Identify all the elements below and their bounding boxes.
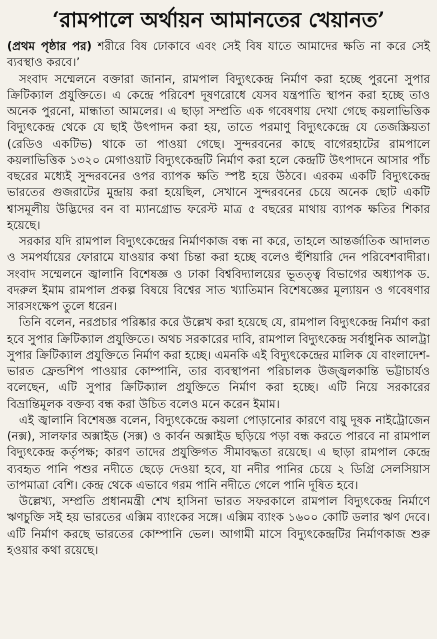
- paragraph-6: উল্লেখ্য, সম্প্রতি প্রধানমন্ত্রী শেখ হাসিনা ভারত সফরকালে রামপাল বিদ্যুৎকেন্দ্র নির্মাণে ঋণচুক্তি সই হয় ভারতের এক্সিম ব্যাংকের সঙ্গে। এক্সিম ব্যাংক ১৬০০ কোটি ডলার ঋণ দেবে। এটি নির্মাণ করছে ভারতের কোম্পানি ভেল। আগামী মাসে বিদ্যুৎকেন্দ্রটির নির্মাণকাজ শুরু হওয়ার কথা রয়েছে।: [7, 494, 430, 557]
- paragraph-3: সরকার যদি রামপাল বিদ্যুৎকেন্দ্রের নির্মাণকাজ বন্ধ না করে, তাহলে আন্তর্জাতিক আদালত ও সমপর্যায়ের ফোরামে যাওয়ার কথা চিন্তা করা হচ্ছে বলেও হুঁশিয়ারি দেন পরিবেশবাদীরা। সংবাদ সম্মেলনে জ্বালানি বিশেষজ্ঞ ও ঢাকা বিশ্ববিদ্যালয়ের ভূতত্ত্ব বিভাগের অধ্যাপক ড. বদরুল ইমাম রামপাল প্রকল্প বিষয়ে বিশ্বের সাত খ্যাতিমান বিশেষজ্ঞের মূল্যায়ন ও গবেষণার সারসংক্ষেপ তুলে ধরেন।: [7, 234, 430, 313]
- paragraph-4: তিনি বলেন, নরপ্রচার পরিষ্কার করে উল্লেখ করা হয়েছে যে, রামপাল বিদ্যুৎকেন্দ্র নির্মাণ করা হবে সুপার ক্রিটিক্যাল প্রযুক্তিতে। অথচ সরকারের দাবি, রামপাল বিদ্যুৎকেন্দ্র সর্বাধুনিক আলট্রা সুপার ক্রিটিক্যাল প্রযুক্তিতে নির্মাণ করা হচ্ছে। এমনকি এই বিদ্যুৎকেন্দ্রের মালিক যে বাংলাদেশ-ভারত ফ্রেন্ডশিপ পাওয়ার কোম্পানি, তার ব্যবস্থাপনা পরিচালক উজ্জ্বলকান্তি ভট্টাচার্যও বলেছেন, এটি সুপার ক্রিটিক্যাল প্রযুক্তিতে নির্মাণ করা হচ্ছে। এটি নিয়ে সরকারের বিভ্রান্তিমূলক বক্তব্য বন্ধ করা উচিত বলেও মনে করেন ইমাম।: [7, 315, 430, 411]
- paragraph-2: সংবাদ সম্মেলনে বক্তারা জানান, রামপাল বিদ্যুৎকেন্দ্র নির্মাণ করা হচ্ছে পুরনো সুপার ক্রিটিক্যাল প্রযুক্তিতে। এ কেন্দ্রে পরিবেশ দূষণরোধে যেসব যন্ত্রপাতি স্থাপন করা হচ্ছে তাও অনেক পুরনো, মান্ধাতা আমলের। এ ছাড়া সম্প্রতি এক গবেষণায় দেখা গেছে কয়লাভিত্তিক বিদ্যুৎকেন্দ্র থেকে যে ছাই উৎপাদন করা হয়, তাতে পরমাণু বিদ্যুৎকেন্দ্রে যে তেজস্ক্রিয়তা (রেডিও একটিভ) থাকে তা পাওয়া গেছে। সুন্দরবনের কাছে বাগেরহাটের রামপালে কয়লাভিত্তিক ১৩২০ মেগাওয়াট বিদ্যুৎকেন্দ্রটি নির্মাণ করা হলে কেন্দ্রটি উৎপাদনে আসার পাঁচ বছরের মধ্যেই সুন্দরবনের ওপর ব্যাপক ক্ষতি স্পষ্ট হয়ে উঠবে। এরকম একটি বিদ্যুৎকেন্দ্র ভারতের গুজরাটের মুন্দ্রায় করা হয়েছিল, সেখানে সুন্দরবনের চেয়ে অনেক ছোট একটি শ্বাসমূলীয় উদ্ভিদের বন বা ম্যানগ্রোভ ফরেস্ট মাত্র ৫ বছরের মাথায় ব্যাপক ক্ষতির শিকার হয়েছে।: [7, 71, 430, 232]
- paragraph-5: এই জ্বালানি বিশেষজ্ঞ বলেন, বিদ্যুৎকেন্দ্রে কয়লা পোড়ানোর কারণে বায়ু দূষক নাইট্রোজেন (নক্স), সালফার অক্সাইড (সক্স) ও কার্বন অক্সাইড ছড়িয়ে পড়া বন্ধ করতে পারবে না রামপাল বিদ্যুৎকেন্দ্র কর্তৃপক্ষ; কারণ তাদের প্রযুক্তিগত সীমাবদ্ধতা রয়েছে। এ ছাড়া রামপাল কেন্দ্রে ব্যবহৃত পানি পশুর নদীতে ছেড়ে দেওয়া হবে, যা নদীর পানির চেয়ে ২ ডিগ্রি সেলসিয়াস তাপমাত্রা বেশি। কেন্দ্র থেকে এভাবে গরম পানি নদীতে গেলে পানি দূষিত হবে।: [7, 412, 430, 492]
- headline: ‘রামপালে অর্থায়ন আমানতের খেয়ানত’: [52, 7, 385, 32]
- paragraph-1-text: শরীরে বিষ ঢোকাবে এবং সেই বিষ যাতে আমাদের ক্ষতি না করে সেই ব্যবস্থাও করবে।’: [7, 39, 430, 70]
- continued-label: (প্রথম পৃষ্ঠার পর): [7, 39, 92, 53]
- article-body: [7, 38, 430, 558]
- paragraph-1: [7, 38, 430, 71]
